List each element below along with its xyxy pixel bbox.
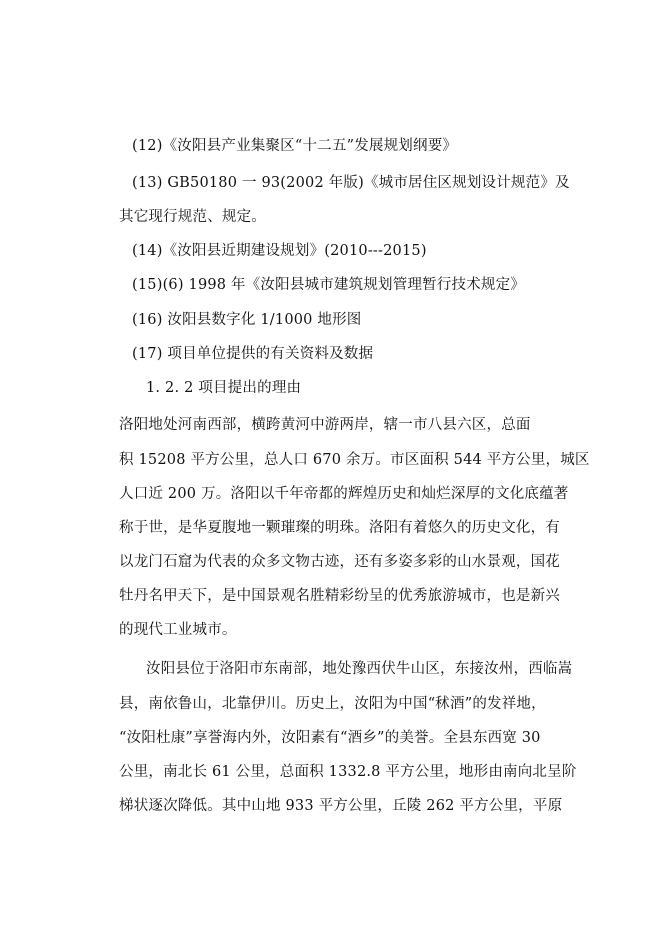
paragraph-line: 公里，南北长 61 公里，总面积 1332.8 平方公里，地形由南向北呈阶 bbox=[119, 764, 577, 780]
reference-item-14: (14)《汝阳县近期建设规划》(2010---2015) bbox=[132, 243, 427, 259]
section-heading: 1. 2. 2 项目提出的理由 bbox=[146, 380, 302, 396]
reference-item-13: (13) GB50180 一 93(2002 年版)《城市居住区规划设计规范》及 bbox=[132, 175, 570, 191]
paragraph-line: 洛阳地处河南西部，横跨黄河中游两岸，辖一市八县六区，总面 bbox=[119, 417, 531, 433]
paragraph-line: 汝阳县位于洛阳市东南部，地处豫西伏牛山区，东接汝州，西临嵩 bbox=[146, 661, 573, 677]
reference-item-13-continued: 其它现行规范、规定。 bbox=[119, 209, 266, 225]
paragraph-line: 梯状逐次降低。其中山地 933 平方公里，丘陵 262 平方公里，平原 bbox=[119, 798, 563, 814]
paragraph-line: “汝阳杜康”享誉海内外，汝阳素有“酒乡”的美誉。全县东西宽 30 bbox=[119, 730, 541, 746]
paragraph-line: 人口近 200 万。洛阳以千年帝都的辉煌历史和灿烂深厚的文化底蕴著 bbox=[119, 486, 569, 502]
reference-item-16: (16) 汝阳县数字化 1/1000 地形图 bbox=[132, 312, 362, 328]
paragraph-line: 称于世，是华夏腹地一颗璀璨的明珠。洛阳有着悠久的历史文化，有 bbox=[119, 520, 560, 536]
reference-item-15: (15)(6) 1998 年《汝阳县城市建筑规划管理暂行技术规定》 bbox=[132, 277, 526, 293]
reference-item-12: (12)《汝阳县产业集聚区“十二五”发展规划纲要》 bbox=[132, 138, 458, 154]
paragraph-line: 县，南依鲁山，北靠伊川。历史上，汝阳为中国“秫酒”的发祥地， bbox=[119, 696, 546, 712]
paragraph-line: 以龙门石窟为代表的众多文物古迹，还有多姿多彩的山水景观，国花 bbox=[119, 554, 560, 570]
reference-item-17: (17) 项目单位提供的有关资料及数据 bbox=[132, 346, 374, 362]
paragraph-line: 的现代工业城市。 bbox=[119, 622, 237, 638]
paragraph-line: 牡丹名甲天下，是中国景观名胜精彩纷呈的优秀旅游城市，也是新兴 bbox=[119, 588, 560, 604]
paragraph-line: 积 15208 平方公里，总人口 670 余万。市区面积 544 平方公里，城区 bbox=[119, 452, 590, 468]
